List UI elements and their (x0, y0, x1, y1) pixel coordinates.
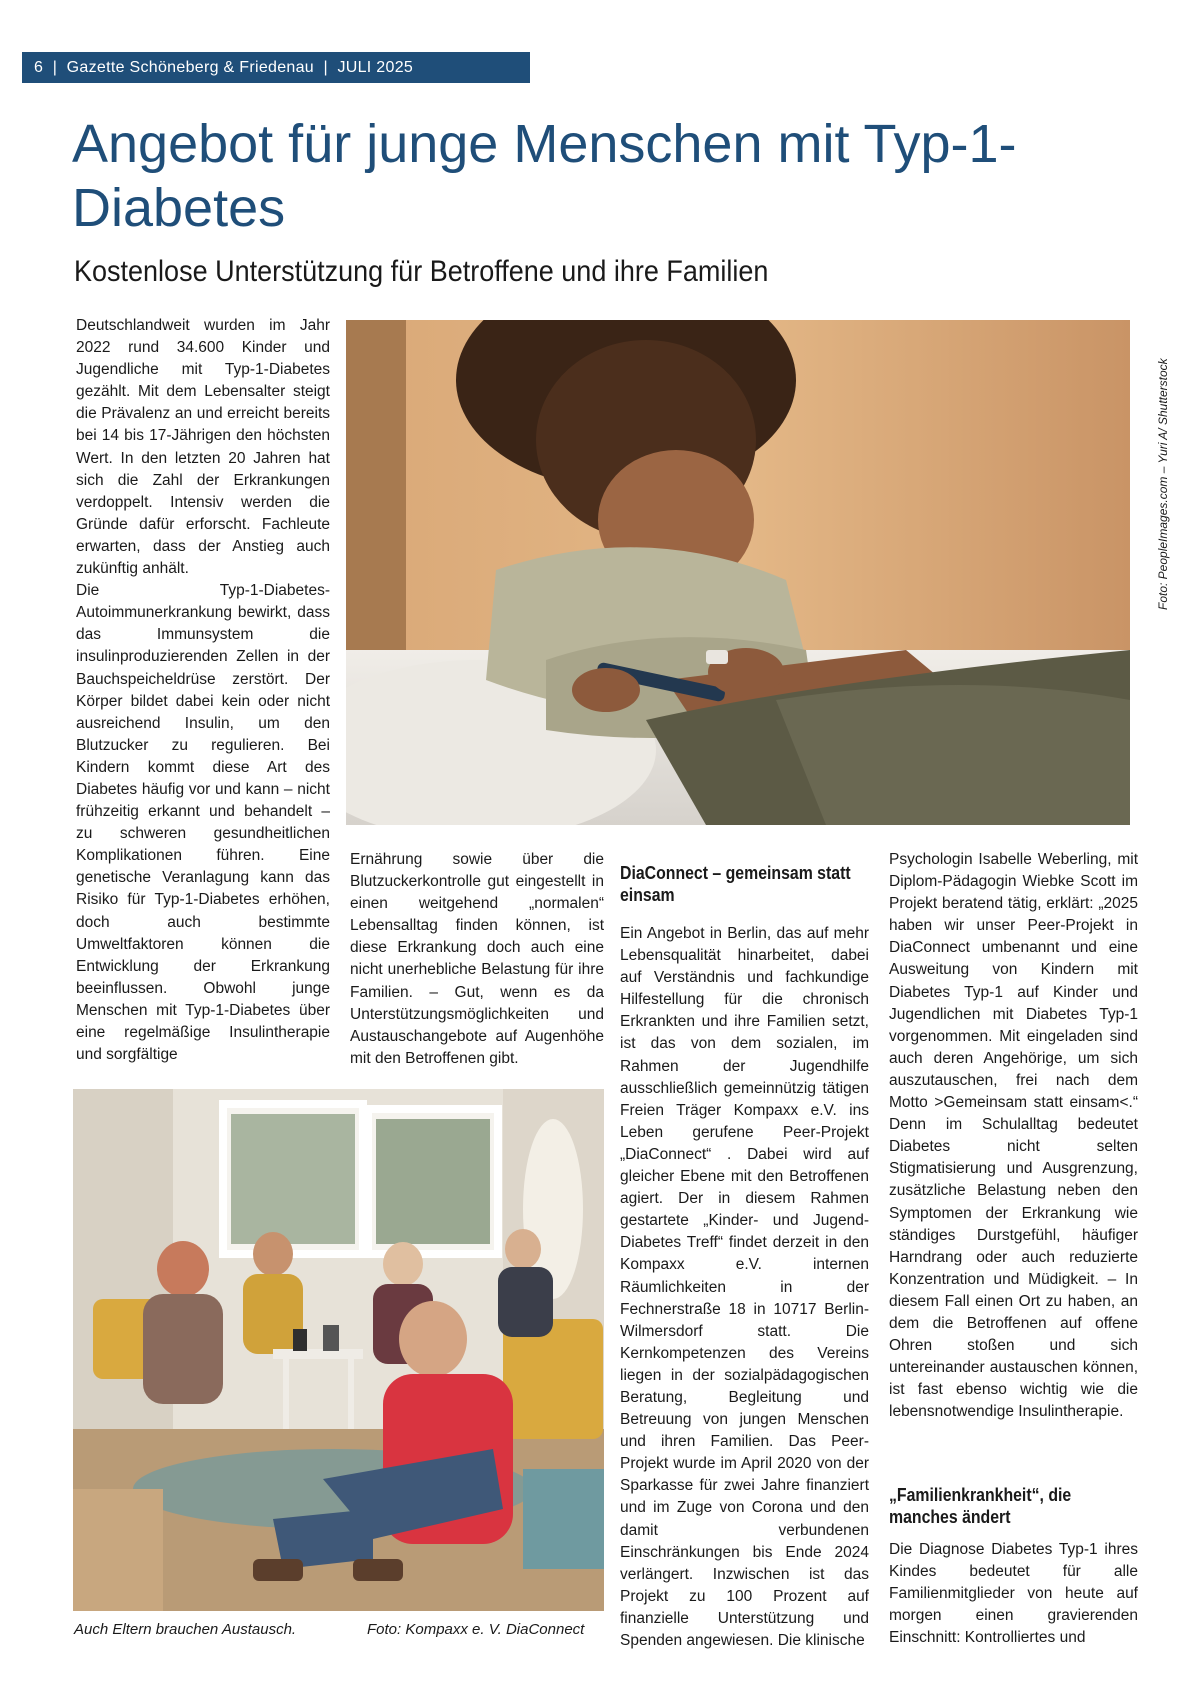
parents-meeting-photo (73, 1089, 604, 1611)
article-column-3 (620, 923, 869, 1652)
paragraph-nutrition: Ernährung sowie über die Blutzuckerkontrolle gut eingestellt in einen weitgehend „normalen“ Lebensalltag finden können, ist diese Erkrankung doch auch eine nicht unerhebliche Belastung für ihre Familien. – Gut, wenn es da Unterstützungsmöglichkeiten und Austauschangebote auf Augenhöhe mit den Betroffenen gibt. (350, 851, 604, 1067)
header-text: 6 | Gazette Schöneberg & Friedenau | JULI 2025 (34, 59, 414, 76)
article-subtitle: Kostenlose Unterstützung für Betroffene und ihre Familien (74, 255, 769, 288)
paragraph-diaconnect: Ein Angebot in Berlin, das auf mehr Lebensqualität hinarbeitet, dabei auf Verständnis und fachkundige Hilfestellung für die chronisch Erkrankten und ihre Familien setzt, ist das von dem sozialen, im Rahmen der Jugendhilfe ausschließlich gemeinnützig tätigen Freien Träger Kompaxx e.V. ins Leben gerufene Peer-Projekt „DiaConnect“ . Dabei wird auf gleicher Ebene mit den Betroffenen agiert. Der in diesem Rahmen gestartete „Kinder- und Jugend-Diabetes Treff“ findet derzeit in den Kompaxx e.V. internen Räumlichkeiten in der Fechnerstraße 18 in 10717 Berlin-Wilmersdorf statt. Die Kernkompetenzen des Vereins liegen in der sozialpädagogischen Beratung, Begleitung und Betreuung von jungen Menschen und ihren Familien. Das Peer-Projekt wurde im April 2020 von der Sparkasse für zwei Jahre finanziert und im Zuge von Corona und den damit verbundenen Einschränkungen bis Ende 2024 verlängert. Inzwischen ist das Projekt zu 100 Prozent auf finanzielle Unterstützung und Spenden angewiesen. Die klinische (620, 925, 869, 1649)
page-header-bar (22, 52, 530, 83)
child-injection-photo (346, 320, 1130, 825)
group-photo (73, 1089, 604, 1611)
article-column-1 (76, 315, 330, 1066)
subhead-diaconnect: DiaConnect – gemeinsam statt einsam (620, 863, 851, 905)
article-column-4 (889, 849, 1138, 1423)
paragraph-intro: Deutschlandweit wurden im Jahr 2022 rund 34.600 Kinder und Jugendliche mit Typ-1-Diabetes gezählt. Mit dem Lebensalter steigt die Prävalenz an und erreicht bereits bei 14 bis 17-Jährigen den höchsten Wert. In den letzten 20 Jahren hat sich die Zahl der Erkrankungen verdoppelt. Intensiv werden die Gründe dafür erforscht. Fachleute erwarten, dass der Anstieg auch zukünftig anhält. (76, 317, 330, 578)
main-photo (346, 320, 1130, 825)
article-title: Angebot für junge Menschen mit Typ-1-Diabetes (72, 114, 1017, 238)
paragraph-psychologist: Psychologin Isabelle Weberling, mit Diplom-Pädagogin Wiebke Scott im Projekt beratend tätig, erklärt: „2025 haben wir unser Peer-Projekt in DiaConnect umbenannt und eine Ausweitung von Kindern mit Diabetes Typ-1 auf Kinder und Jugendlichen mit Diabetes Typ-1 vorgenommen. Mit eingeladen sind auch deren Angehörige, um sich auszutauschen, frei nach dem Motto >Gemeinsam statt einsam<.“ Denn im Schulalltag bedeutet Diabetes nicht selten Stigmatisierung und Ausgrenzung, zusätzliche Belastung neben den Symptomen der Erkrankung wie ständiges Durstgefühl, häufiger Harndrang oder auch reduzierte Konzentration und Müdigkeit. – In diesem Fall einen Ort zu haben, an dem die Betroffenen auf offene Ohren stoßen und sich untereinander austauschen können, ist fast ebenso wichtig wie die lebensnotwendige Insulintherapie. (889, 851, 1138, 1421)
subhead-family-illness: „Familienkrankheit“, die manches ändert (889, 1485, 1072, 1527)
paragraph-diagnosis: Die Diagnose Diabetes Typ-1 ihres Kindes bedeutet für alle Familienmitglieder von heute auf morgen einen gravierenden Einschnitt: Kontrolliertes und (889, 1541, 1138, 1647)
article-column-2 (350, 849, 604, 1070)
paragraph-autoimmune: Die Typ-1-Diabetes-Autoimmunerkrankung bewirkt, dass das Immunsystem die insulinproduzierenden Zellen in der Bauchspeicheldrüse zerstört. Der Körper bildet dabei kein oder nicht ausreichend Insulin, um den Blutzucker zu regulieren. Bei Kindern kommt diese Art des Diabetes häufig vor und kann – nicht frühzeitig erkannt und behandelt – zu schweren gesundheitlichen Komplikationen führen. Eine genetische Veranlagung kann das Risiko für Typ-1-Diabetes erhöhen, doch auch bestimmte Umweltfaktoren können die Entwicklung der Erkrankung beeinflussen. Obwohl junge Menschen mit Typ-1-Diabetes über eine regelmäßige Insulintherapie und sorgfältige (76, 582, 330, 1064)
main-photo-credit-text: Foto: PeopleImages.com – Yuri A/ Shutterstock (1156, 358, 1170, 610)
group-photo-credit: Foto: Kompaxx e. V. DiaConnect (367, 1621, 585, 1638)
main-photo-credit (1150, 320, 1174, 610)
article-column-4-continued (889, 1539, 1138, 1649)
group-photo-caption: Auch Eltern brauchen Austausch. (74, 1621, 297, 1638)
